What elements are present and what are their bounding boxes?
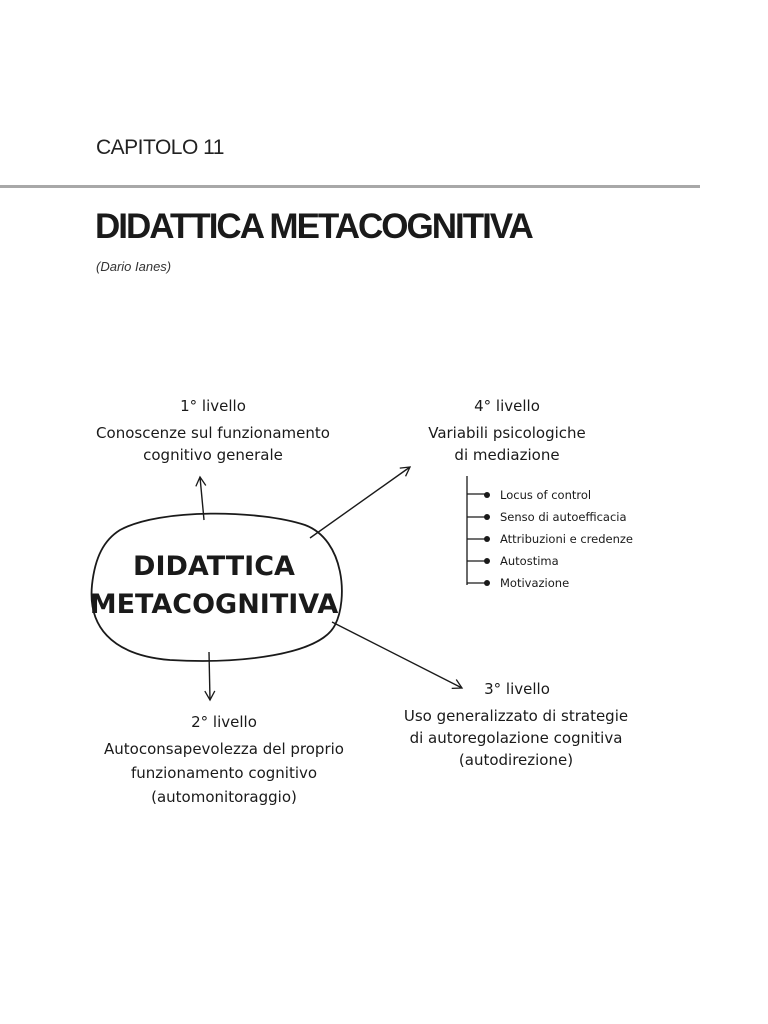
level2-heading: 2° livello [191,713,257,731]
list-bullet [484,580,490,586]
list-bullet [484,558,490,564]
level4-heading: 4° livello [474,397,540,415]
level2-line3: (automonitoraggio) [151,788,297,806]
center-title-line1: DIDATTICA [133,551,295,582]
level2-line2: funzionamento cognitivo [130,764,318,782]
list-bullet [484,536,490,542]
list-bullet [484,492,490,498]
level1-line1: Conoscenze sul funzionamento [96,424,330,442]
level1-heading: 1° livello [180,397,246,415]
level3-heading: 3° livello [484,680,550,698]
level3-line1: Uso generalizzato di strategie [403,707,629,725]
arrow-to-level4 [310,467,410,538]
author-credit: (Dario Ianes) [96,259,172,274]
chapter-label: CAPITOLO 11 [96,136,224,159]
arrow-to-level3 [332,622,462,688]
center-title-line2: METACOGNITIVA [89,589,339,620]
level3-line3: (autodirezione) [458,751,574,769]
level4-list-bracket [467,476,486,585]
level3-line2: di autoregolazione cognitiva [409,729,623,747]
level4-item: Attribuzioni e credenze [500,532,633,546]
level4-item: Senso di autoefficacia [500,510,627,524]
level4-item: Locus of control [500,488,592,502]
level1-line2: cognitivo generale [143,446,283,464]
list-bullet [484,514,490,520]
center-ellipse [89,514,342,661]
level4-item: Autostima [500,554,559,568]
chapter-title: DIDATTICA METACOGNITIVA [95,207,532,246]
arrow-to-level2 [209,652,210,700]
level4-item: Motivazione [500,576,570,590]
level2-line1: Autoconsapevolezza del proprio [104,740,344,758]
level4-line2: di mediazione [454,446,560,464]
level4-line1: Variabili psicologiche [428,424,586,442]
